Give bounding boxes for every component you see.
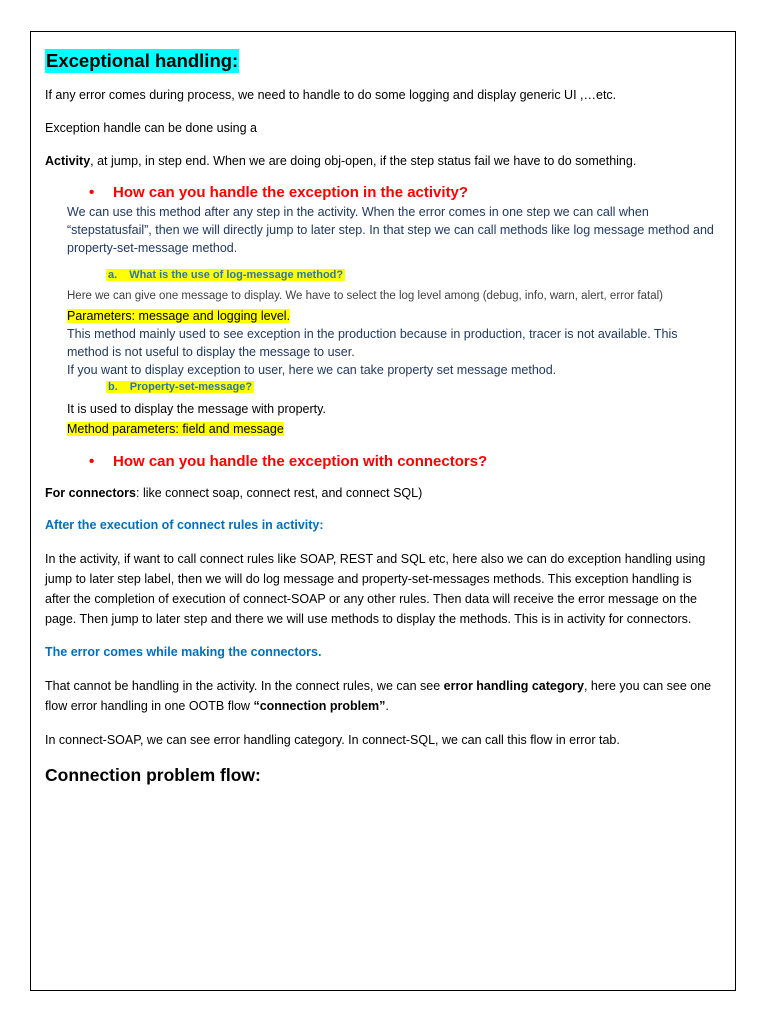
property-set-answer: It is used to display the message with property. <box>67 402 326 416</box>
for-connectors-bold: For connectors <box>45 486 136 500</box>
document-page <box>30 31 736 991</box>
activity-paragraph <box>45 152 720 170</box>
for-connectors-rest: : like connect soap, connect rest, and connect SQL) <box>136 486 423 500</box>
connect-rules-text-3: . <box>385 699 389 713</box>
bullet-dot-icon: • <box>89 453 95 470</box>
after-execution-heading: After the execution of connect rules in activity: <box>45 518 324 532</box>
connection-problem-heading: Connection problem flow: <box>45 765 261 785</box>
error-comes-heading: The error comes while making the connectors. <box>45 645 322 659</box>
parameters-line <box>67 307 720 325</box>
parameters-highlight: Parameters: message and logging level. <box>67 309 291 323</box>
subheading-b-letter: b. <box>108 381 118 393</box>
error-handling-category-bold: error handling category <box>443 679 584 693</box>
method-params-line <box>67 420 720 438</box>
connection-problem-bold: “connection problem” <box>253 699 386 713</box>
bullet-dot-icon: • <box>89 184 95 201</box>
bullet-activity-text: How can you handle the exception in the activity? <box>113 184 469 201</box>
connect-rules-text-2: , here you can see one flow error handling in one OOTB flow <box>45 679 712 713</box>
for-connectors <box>45 484 720 502</box>
bullet-connectors-text: How can you handle the exception with connectors? <box>113 453 488 470</box>
bullet-activity <box>89 183 720 203</box>
bullet-connectors <box>89 452 720 472</box>
subheading-a-letter: a. <box>108 269 118 281</box>
log-message-user: If you want to display exception to user, here we can take property set message method. <box>67 363 557 377</box>
subheading-a <box>106 267 720 284</box>
log-message-usage: This method mainly used to see exception in the production because in production, tracer is not available. This method is not useful to display the message to user. <box>67 327 678 359</box>
connect-rules-text-1: That cannot be handling in the activity. In the connect rules, we can see <box>45 679 444 693</box>
subheading-b-text: Property-set-message? <box>129 381 253 393</box>
page-content <box>45 49 720 787</box>
method-params-highlight: Method parameters: field and message <box>67 422 284 436</box>
connectors-paragraph: In the activity, if want to call connect rules like SOAP, REST and SQL etc, here also we can do exception handling using jump to later step label, then we will do log message and property-set-messages methods. This exception handling is after the completion of execution of connect-SOAP or any other rules. Then data will receive the error message on the page. Then jump to later step and there we will use methods to display the methods. This is in activity for connectors. <box>45 552 706 626</box>
activity-bold: Activity <box>45 154 91 168</box>
exception-intro: Exception handle can be done using a <box>45 121 257 135</box>
page-title: Exceptional handling: <box>46 50 239 71</box>
connect-rules-paragraph <box>45 676 720 716</box>
intro-paragraph: If any error comes during process, we need to handle to do some logging and display generic UI ,…etc. <box>45 88 617 102</box>
subheading-b <box>106 379 720 396</box>
subheading-a-text: What is the use of log-message method? <box>129 269 344 281</box>
activity-rest: , at jump, in step end. When we are doing obj-open, if the step status fail we have to do something. <box>90 154 637 168</box>
connect-soap-paragraph: In connect-SOAP, we can see error handling category. In connect-SQL, we can call this flow in error tab. <box>45 733 620 747</box>
log-message-answer: Here we can give one message to display. We have to select the log level among (debug, info, warn, alert, error fatal) <box>67 290 663 302</box>
activity-answer: We can use this method after any step in the activity. When the error comes in one step we can call when “stepstatusfail”, then we will directly jump to later step. In that step we can call methods like log message method and property-set-message method. <box>67 205 714 255</box>
